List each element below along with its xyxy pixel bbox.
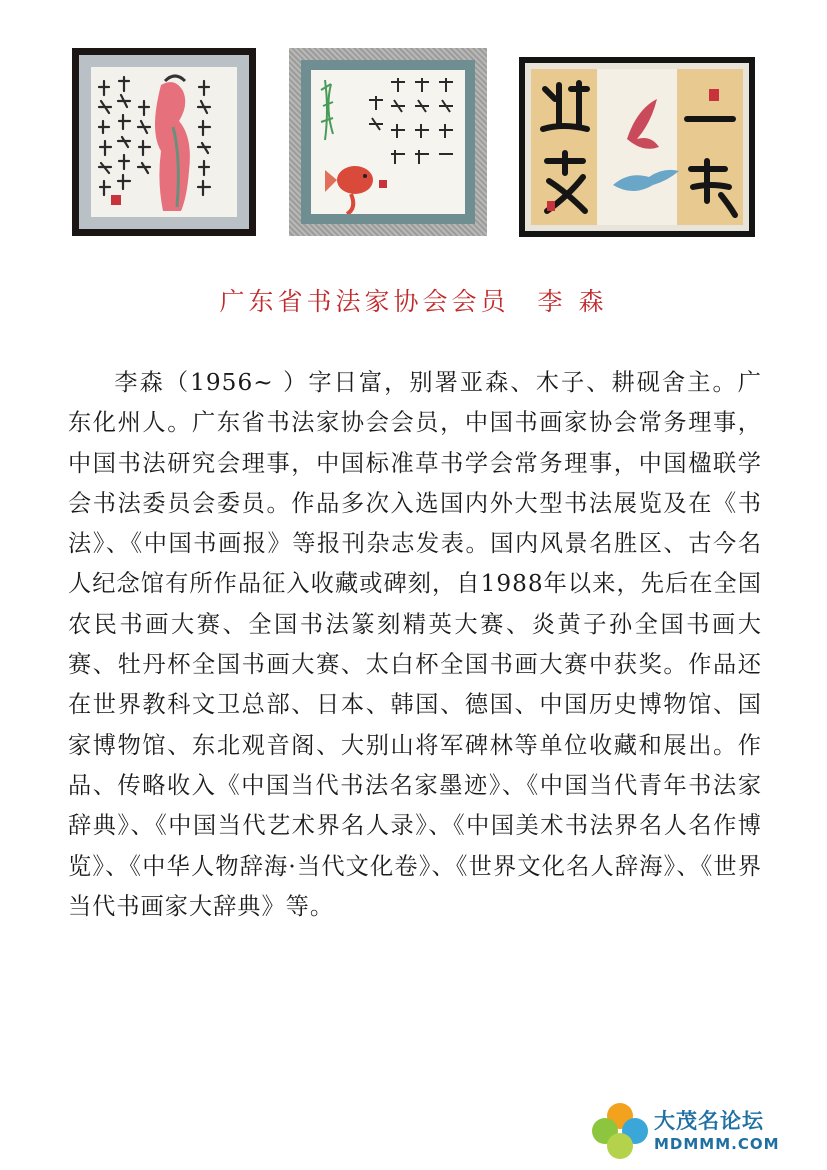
birds-calligraphy-drawing xyxy=(531,69,743,225)
artwork-frame-3 xyxy=(519,57,755,237)
artwork-mat-2 xyxy=(301,60,475,224)
logo-site-url: MDMMM.COM xyxy=(654,1135,780,1153)
clover-logo-icon xyxy=(592,1103,648,1159)
artwork-mat-1 xyxy=(79,55,249,229)
artwork-frame-1 xyxy=(72,48,256,236)
page-title xyxy=(0,282,827,318)
title-name: 李 森 xyxy=(537,287,608,316)
artwork-frame-2 xyxy=(289,48,487,236)
artwork-birds-calligraphy-image xyxy=(525,63,749,231)
artwork-calligraphy-lady-image xyxy=(91,67,237,217)
logo-site-name: 大茂名论坛 xyxy=(654,1109,764,1133)
fish-calligraphy-drawing xyxy=(311,70,465,214)
site-logo[interactable] xyxy=(592,1103,792,1159)
calligraphy-lady-drawing xyxy=(91,67,227,217)
biography-paragraph: 李森（1956~ ）字日富，别署亚森、木子、耕砚舍主。广东化州人。广东省书法家协会会员，中国书画家协会常务理事，中国书法研究会理事，中国标准草书学会常务理事，中国楹联学会书法委员会委员。作品多次入选国内外大型书法展览及在《书法》、《中国书画报》等报刊杂志发表。国内风景名胜区、古今名人纪念馆有所作品征入收藏或碑刻，自1988年以来，先后在全国农民书画大赛、全国书法篆刻精英大赛、炎黄子孙全国书画大赛、牡丹杯全国书画大赛、太白杯全国书画大赛中获奖。作品还在世界教科文卫总部、日本、韩国、德国、中国历史博物馆、国家博物馆、东北观音阁、大别山将军碑林等单位收藏和展出。作品、传略收入《中国当代书法名家墨迹》、《中国当代青年书法家辞典》、《中国当代艺术界名人录》、《中国美术书法界名人名作博览》、《中华人物辞海·当代文化卷》、《世界文化名人辞海》、《世界当代书画家大辞典》等。 xyxy=(68,369,762,920)
artwork-fish-calligraphy-image xyxy=(311,70,465,214)
title-main: 广东省书法家协会会员 xyxy=(219,287,510,316)
